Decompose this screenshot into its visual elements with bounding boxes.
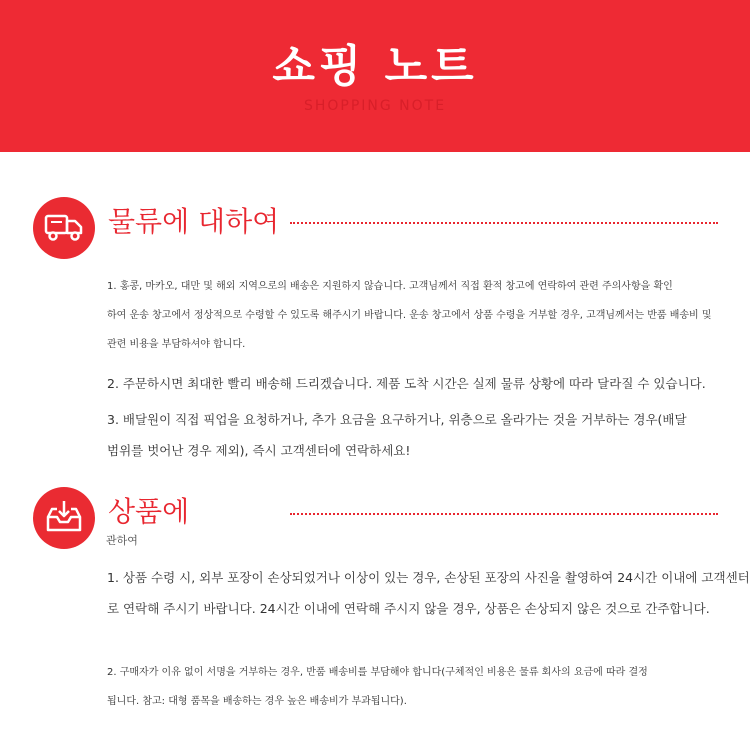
logistics-paragraph-3 <box>107 404 707 466</box>
page-subtitle: SHOPPING NOTE <box>303 98 447 114</box>
inbox-download-icon <box>33 487 95 549</box>
section-title-goods: 상품에 <box>108 495 190 528</box>
text-line: 1. 홍콩, 마카오, 대만 및 해외 지역으로의 배송은 지원하지 않습니다. 고객님께서 직접 환적 창고에 연락하여 관련 주의사항을 확인 <box>107 281 673 292</box>
text-line: 하여 운송 창고에서 정상적으로 수령할 수 있도록 해주시기 바랍니다. 운송 창고에서 상품 수령을 거부할 경우, 고객님께서는 반품 배송비 및 <box>107 310 712 321</box>
logistics-paragraph-1 <box>107 272 712 359</box>
logistics-paragraph-2 <box>107 368 707 399</box>
header-banner <box>0 0 750 152</box>
section-divider <box>290 513 718 515</box>
goods-paragraph-2 <box>107 658 707 716</box>
text-line: 관련 비용을 부담하셔야 합니다. <box>107 339 246 350</box>
text-line: 범위를 벗어난 경우 제외), 즉시 고객센터에 연락하세요! <box>107 443 411 458</box>
text-line: 로 연락해 주시기 바랍니다. 24시간 이내에 연락해 주시지 않을 경우, 상품은 손상되지 않은 것으로 간주합니다. <box>107 601 710 616</box>
section-divider <box>290 222 718 224</box>
text-line: 됩니다. 참고: 대형 품목을 배송하는 경우 높은 배송비가 부과됩니다). <box>107 696 407 707</box>
truck-icon <box>33 197 95 259</box>
section-title-logistics: 물류에 대하여 <box>108 205 280 238</box>
text-line: 2. 주문하시면 최대한 빨리 배송해 드리겠습니다. 제품 도착 시간은 실제 물류 상황에 따라 달라질 수 있습니다. <box>107 376 706 391</box>
text-line: 1. 상품 수령 시, 외부 포장이 손상되었거나 이상이 있는 경우, 손상된 포장의 사진을 촬영하여 24시간 이내에 고객센터 <box>107 570 750 585</box>
goods-paragraph-1 <box>107 562 750 624</box>
page-title: 쇼핑 노트 <box>272 41 478 92</box>
text-line: 3. 배달원이 직접 픽업을 요청하거나, 추가 요금을 요구하거나, 위층으로 올라가는 것을 거부하는 경우(배달 <box>107 412 687 427</box>
text-line: 2. 구매자가 이유 없이 서명을 거부하는 경우, 반품 배송비를 부담해야 합니다(구체적인 비용은 물류 회사의 요금에 따라 결정 <box>107 667 648 678</box>
section-subtitle-goods: 관하여 <box>106 534 138 547</box>
